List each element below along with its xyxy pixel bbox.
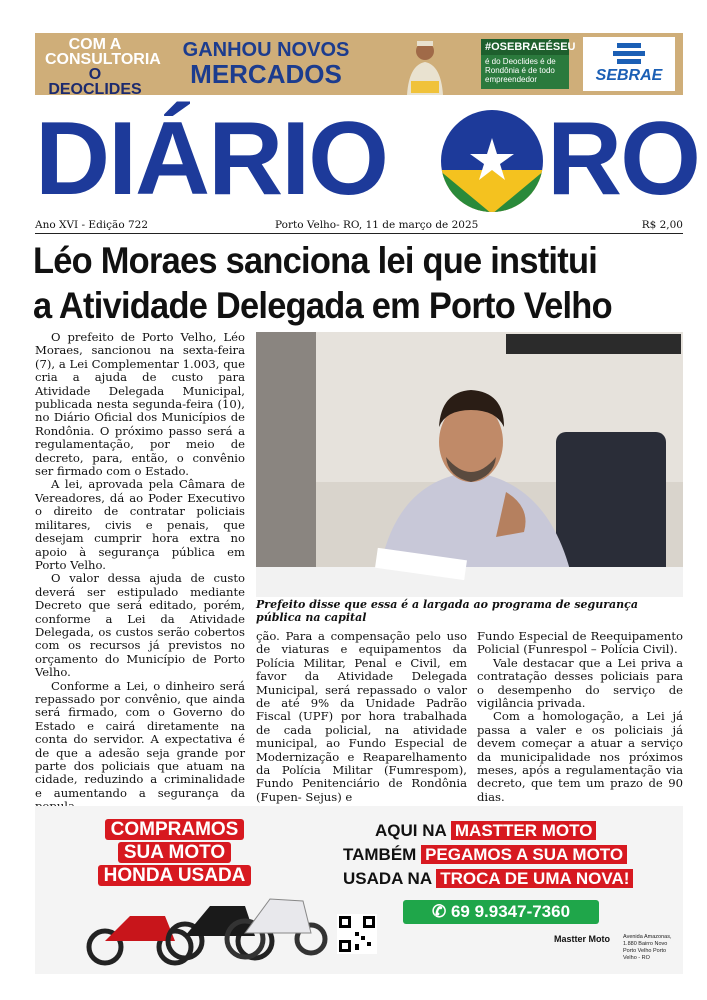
article-paragraph: O valor dessa ajuda de custo deverá ser estipulado mediante Decreto que será editado, porém, conforme a Lei da Atividade Delegada, os custos serão cobertos com os recursos já previstos no orçamento do Município de Porto Velho. — [35, 571, 245, 680]
ad-address: Avenida Amazonas, 1.880 Bairro Novo Porto Velho Porto Velho - RO — [623, 934, 672, 961]
ad-line-3: USADA NA TROCA DE UMA NOVA! — [343, 869, 633, 889]
qr-code-icon[interactable] — [337, 914, 377, 954]
article-photo — [256, 332, 683, 597]
article-column-1 — [35, 331, 245, 801]
article-paragraph: Vale destacar que a Lei priva a contratação desses policiais para o desempenho do serviço de vigilância privada. — [477, 655, 683, 711]
article-column-3 — [477, 629, 683, 804]
dateline: Porto Velho- RO, 11 de março de 2025 — [275, 219, 479, 231]
headline-line-2: a Atividade Delegada em Porto Velho — [33, 285, 612, 326]
article-paragraph: A lei, aprovada pela Câmara de Vereadores, dá ao Poder Executivo o direito de contratar policiais militares, civis e penais, que desejam cumprir hora extra no apoio à segurança pública em Porto Velho. — [35, 477, 245, 572]
photo-caption: Prefeito disse que essa é a largada ao programa de segurança pública na capital — [256, 598, 638, 624]
article-paragraph: Fundo Especial de Reequipamento Policial (Funrespol – Polícia Civil). — [477, 629, 683, 657]
article-paragraph: ção. Para a compensação pelo uso de viaturas e equipamentos da Polícia Militar, Penal e Civil, em favor da Atividade Delegada Municipal, será repassado o valor de até 9% da Unidade Padrão Fiscal (UPF) por hora trabalhada de cada policial, na atividade municipal, ao Fundo Especial de Modernização e Reaparelhamento da Polícia Militar (Fumrespom), Fundo Penitenciário de Rondônia (Fupen- Sejus) e — [256, 629, 467, 804]
whatsapp-icon: ✆ — [431, 902, 447, 921]
ad-line-2: TAMBÉM PEGAMOS A SUA MOTO — [343, 845, 627, 865]
top-advertisement[interactable] — [35, 33, 683, 98]
edition-number: Ano XVI - Edição 722 — [35, 219, 149, 231]
article-paragraph: Conforme a Lei, o dinheiro será repassado por convênio, que ainda será firmado, com o Governo do Estado e cairá diretamente na conta do servidor. A expectativa é de que a adesão seja grande por parte dos policiais que atuam na cidade, reduzindo a criminalidade e aumentando a segurança da — [35, 678, 245, 800]
ad-hashtag-box: #OSEBRAEÉSEU é do Deoclides é de Rondônia é de todo empreendedor — [481, 39, 569, 89]
ad-line-1: AQUI NA MASTTER MOTO — [375, 821, 596, 841]
main-headline — [33, 238, 638, 328]
headline-line-1: Léo Moraes sanciona lei que institui — [33, 240, 598, 281]
masthead — [35, 100, 699, 218]
masthead-title-left: DIÁRIO — [35, 101, 387, 217]
mastter-moto-logo: Mastter Moto — [554, 934, 610, 944]
sebrae-logo-icon — [613, 41, 645, 67]
ad-headline: GANHOU NOVOS MERCADOS — [182, 39, 350, 89]
ad-consultoria-text: COM A CONSULTORIA O DEOCLIDES — [45, 36, 161, 98]
motorcycles-image — [75, 881, 325, 969]
sebrae-logo: SEBRAE — [583, 37, 675, 91]
article-paragraph: O prefeito de Porto Velho, Léo Moraes, sancionou na sexta-feira (7), a Lei Complementar 1.003, que cria a ajuda de custo para Atividade Delegada Municipal, publicada nesta segunda-feira (10), no Diário Oficial dos Municípios de Rondônia. O próximo passo será a regulamentação, por meio de decreto, para, então, o convênio ser firmado com o Estado. — [35, 330, 245, 479]
ad-compramos-block: COMPRAMOS SUA MOTO HONDA USADA — [87, 818, 262, 887]
price: R$ 2,00 — [641, 219, 683, 231]
article-paragraph: Com a homologação, a Lei já passa a valer e os policiais já devem começar a atuar a serviço da municipalidade nos próximos meses, após a regulamentação via decreto, que tem um prazo de 90 dias. — [477, 709, 683, 804]
rondonia-flag-emblem — [439, 108, 545, 214]
bottom-advertisement[interactable] — [35, 806, 683, 974]
article-column-2 — [256, 629, 467, 804]
ad-whatsapp-phone[interactable]: ✆ 69 9.9347-7360 — [403, 900, 599, 924]
edition-info-bar — [35, 219, 683, 234]
ad-person-photo — [395, 35, 455, 95]
masthead-title-right: RO — [547, 101, 699, 217]
